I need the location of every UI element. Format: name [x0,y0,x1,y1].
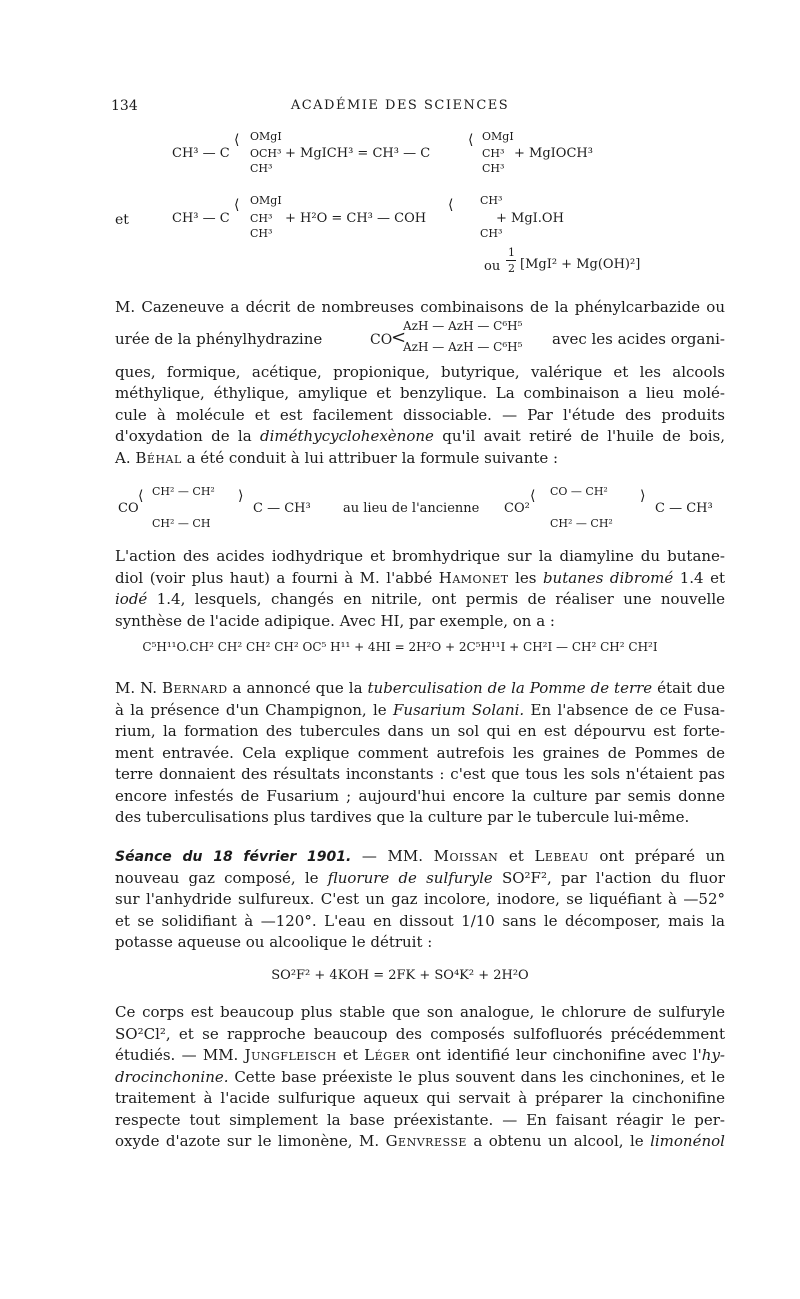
session-heading: Séance du 18 février 1901. [115,849,352,865]
text-span: a annoncé que la [232,679,363,697]
formula-text: OCH³ [250,147,282,160]
text-line [115,700,725,722]
paragraph-2 [115,546,725,632]
text-span: — MM. [361,847,423,865]
text-line: SO²Cl², et se rapproche beaucoup des composés sulfofluorés précédemment [115,1024,725,1043]
text-span: a été conduit à lui attribuer la formule suivante : [186,448,559,467]
text-span: était due [657,679,725,697]
text-line [115,426,725,448]
paragraph-3 [115,678,725,829]
paragraph-4 [115,846,725,954]
author-name: Lebeau [534,847,589,865]
formula-brace: ⟨ [448,197,454,213]
formula-brace: ⟩ [640,488,646,504]
text-line: synthèse de l'acide adipique. Avec HI, par exemple, on a : [115,611,555,630]
author-name: Bernard [162,679,228,697]
text-span: Cette base préexiste le plus souvent dans les cinchonines, et le [234,1067,725,1086]
formula-text: CH³ [482,147,505,160]
formula-text: CH³ [250,227,273,240]
text-line [115,1131,725,1153]
text-span: diol (voir plus haut) a fourni à M. l'abbé [115,568,433,587]
author-name: Genvresse [385,1132,467,1150]
text-line: et se solidifiant à —120°. L'eau en dissout 1/10 sans le décomposer, mais la [115,911,725,930]
text-span: a obtenu un alcool, le [473,1132,644,1150]
text-span: 1.4 et [679,568,725,587]
formula-text: C — CH³ [655,501,713,516]
formula-brace: ⟩ [238,488,244,504]
text-line: sur l'anhydride sulfureux. C'est un gaz incolore, inodore, se liquéfiant à —52° [115,890,725,908]
italic-term: fluorure de sulfuryle [327,868,493,887]
text-line: respecte tout simplement la base préexistante. — En faisant réagir le per- [115,1110,725,1129]
text-line: méthylique, éthylique, amylique et benzylique. La combinaison a lieu molé- [115,384,725,402]
formula-text: CO — CH² [550,485,608,498]
text-line: encore infestés de Fusarium ; aujourd'hui encore la culture par semis donne [115,786,725,805]
formula-text: CH³ [480,194,503,207]
formula-text: [MgI² + Mg(OH)²] [520,257,641,272]
formula-text: CH³ — C [172,146,230,161]
page-number: 134 [111,98,138,114]
italic-term: diméthycyclohexènone [260,427,434,445]
text-line [115,448,725,470]
text-span: En l'absence de ce Fusa- [530,700,725,719]
formula-text: + MgI.OH [496,211,564,226]
formula-text: CH³ [480,227,503,240]
text-line: rium, la formation des tubercules dans un sol qui en est dépourvu est forte- [115,722,725,740]
formula-text: CH² — CH [152,517,211,530]
text-span: les [515,568,537,587]
text-span: oxyde d'azote sur le limonène, M. [115,1132,380,1150]
text-line: cule à molécule et est facilement dissociable. — Par l'étude des produits [115,405,725,424]
formula-brace: < [391,326,407,348]
italic-term: limonénol [650,1132,725,1150]
paragraph-5 [115,1002,725,1153]
formula-text: + H²O = CH³ — COH [285,211,427,226]
text-line [115,846,725,868]
author-name: Moissan [433,847,499,865]
text-line [115,1045,725,1067]
italic-term: Fusarium Solani. [393,700,525,719]
text-span: à la présence d'un Champignon, le [115,700,387,719]
formula-5: SO²F² + 4KOH = 2FK + SO⁴K² + 2H²O [271,968,529,983]
fraction-bar [506,260,516,261]
text-span: M. N. [115,679,158,697]
author-name: Béhal [135,448,182,467]
formula-text: CH³ — C [172,211,230,226]
text-line [115,678,725,700]
text-line: Ce corps est beaucoup plus stable que son analogue, le chlorure de sulfuryle [115,1003,725,1021]
italic-term: butanes dibromé [542,568,674,587]
text-line [115,1067,725,1089]
formula-brace: ⟨ [234,132,240,148]
formula-text: 1 [508,246,515,259]
text-span: et [342,1046,358,1064]
text-span: étudiés. — MM. [115,1046,239,1064]
text-span: d'oxydation de la [115,427,252,445]
italic-term: drocinchonine. [115,1067,229,1086]
formula-text: OMgI [250,130,282,143]
paragraph-1 [115,297,725,469]
text-line [115,868,725,890]
author-name: Hamonet [438,568,509,587]
text-line [115,568,725,590]
formula-text: CO [118,501,139,516]
text-line: M. Cazeneuve a décrit de nombreuses combinaisons de la phénylcarbazide ou [115,298,725,316]
text-span: qu'il avait retiré de l'huile de bois, [442,427,725,445]
formula-brace: ⟨ [530,488,536,504]
text-line [115,589,725,611]
text-line: traitement à l'acide sulfurique aqueux qui servait à préparer la cinchonifine [115,1089,725,1107]
running-head: ACADÉMIE DES SCIENCES [290,98,510,113]
formula-text: au lieu de l'ancienne [343,501,480,516]
formula-text: 2 [508,262,515,275]
page-header [0,98,800,118]
italic-term: hy- [701,1046,725,1064]
formula-text: + MgIOCH³ [514,146,593,161]
text-line: ques, formique, acétique, propionique, butyrique, valérique et les alcools [115,362,725,381]
formula-brace: ⟨ [138,488,144,504]
formula-text: CH³ [250,212,273,225]
text-span: ont préparé un [599,847,725,865]
formula-text: CH³ [482,162,505,175]
text-line-formula [115,319,725,362]
formula-text: OMgI [482,130,514,143]
formula-text: CH² — CH² [152,485,215,498]
text-line: potasse aqueuse ou alcoolique le détruit : [115,933,433,951]
formula-brace: ⟨ [468,132,474,148]
text-span: A. [115,448,131,467]
formula-text: CO² [504,501,530,516]
formula-text: et [115,212,129,228]
formula-4: C⁵H¹¹O.CH² CH² CH² CH² OC⁵ H¹¹ + 4HI = 2H²O + 2C⁵H¹¹I + CH²I — CH² CH² CH²I [142,640,658,654]
formula-text: CH³ [250,162,273,175]
formula-text: OMgI [250,194,282,207]
text-line: ment entravée. Cela explique comment autrefois les graines de Pommes de [115,743,725,762]
formula-text: CH² — CH² [550,517,613,530]
text-line: terre donnaient des résultats inconstants : c'est que tous les sols n'étaient pas [115,765,725,783]
formula-text: AzH — AzH — C⁶H⁵ [403,339,523,354]
text-span: avec les acides organi- [552,329,725,348]
formula-text: C — CH³ [253,501,311,516]
text-span: 1.4, lesquels, changés en nitrile, ont permis de réaliser une nouvelle [156,590,725,608]
text-span: nouveau gaz composé, le [115,868,319,887]
italic-term: tuberculisation de la Pomme de terre [367,679,653,697]
text-line: des tuberculisations plus tardives que la culture par le tubercule lui-même. [115,808,690,826]
formula-text: + MgICH³ = CH³ — C [285,146,431,161]
text-span: urée de la phénylhydrazine [115,329,323,348]
formula-brace: ⟨ [234,197,240,213]
formula-text: CO [370,331,393,348]
text-span: et [508,847,524,865]
text-line: L'action des acides iodhydrique et bromhydrique sur la diamyline du butane- [115,547,725,565]
italic-term: iodé [115,590,148,608]
text-span: ont identifié leur cinchonifine avec l' [416,1046,702,1064]
author-name: Léger [364,1046,410,1064]
formula-text: ou [484,259,501,274]
text-span: SO²F², par l'action du fluor [501,868,725,887]
author-name: Jungfleisch [244,1046,337,1064]
formula-text: AzH — AzH — C⁶H⁵ [403,318,523,333]
